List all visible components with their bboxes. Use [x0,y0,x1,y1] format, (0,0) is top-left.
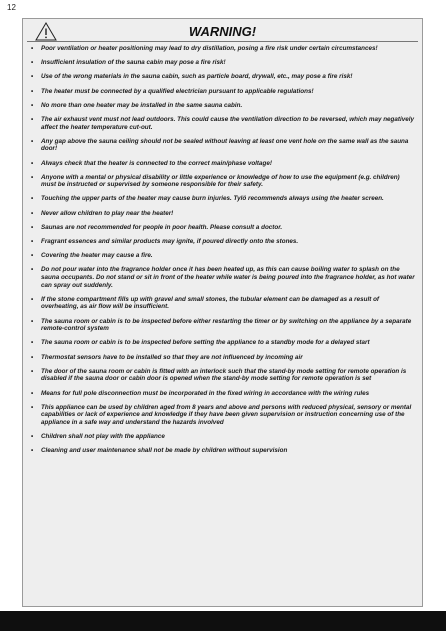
warning-item [29,368,416,383]
header-divider [27,41,418,42]
warning-item [29,59,416,67]
warning-item [29,88,416,96]
warning-item-text: If the stone compartment fills up with gravel and small stones, the tubular element can be damaged as a result of overheating, as air flow will be insufficient. [41,295,380,311]
warning-item-text: Any gap above the sauna ceiling should not be sealed without leaving at least one vent hole on the same wall as the sauna door! [41,137,409,153]
bullet-icon: • [31,403,34,411]
warning-item [29,138,416,153]
warning-item-text: Covering the heater may cause a fire. [41,252,153,260]
warning-item [29,318,416,333]
warning-item-text: The air exhaust vent must not lead outdoors. This could cause the ventilation direction to be reversed, which may negatively affect the heater temperature cut-out. [41,115,415,131]
warning-item-text: Thermostat sensors have to be installed so that they are not influenced by incoming air [41,353,303,361]
warning-item [29,102,416,110]
warning-item-text: Cleaning and user maintenance shall not be made by children without supervision [41,447,288,455]
bullet-icon: • [31,137,34,145]
warning-item-text: No more than one heater may be installed in the same sauna cabin. [41,101,243,109]
warning-item-text: Children shall not play with the appliance [41,433,165,441]
warning-item [29,224,416,232]
bullet-icon: • [31,209,34,217]
warning-item-text: Fragrant essences and similar products may ignite, if poured directly onto the stones. [41,238,299,246]
bullet-icon: • [31,73,34,81]
warning-title: WARNING! [188,24,257,39]
bullet-icon: • [31,389,34,397]
bullet-icon: • [31,195,34,203]
warning-item-text: Never allow children to play near the heater! [41,209,174,217]
warning-item [29,390,416,398]
warning-item [29,210,416,218]
footer-bar [0,611,446,631]
warning-list [29,45,416,461]
warning-item [29,447,416,455]
warning-item-text: Touching the upper parts of the heater may cause burn injuries. Tylö recommends always using the heater screen. [41,195,384,203]
warning-item-text: The sauna room or cabin is to be inspected before either restarting the timer or by switching on the appliance by a separate remote-control system [41,317,412,333]
bullet-icon: • [31,238,34,246]
bullet-icon: • [31,45,34,52]
warning-item [29,339,416,347]
warning-item-text: Anyone with a mental or physical disability or little experience or knowledge of how to use the equipment (e.g. children) must be instructed or supervised by someone responsible for their safety. [41,173,400,189]
bullet-icon: • [31,433,34,441]
bullet-icon: • [31,317,34,325]
warning-item [29,73,416,81]
warning-item-text: The door of the sauna room or cabin is fitted with an interlock such that the stand-by mode setting for remote operation is disabled if the sauna door or cabin door is opened when the stand-by mode setting for remote operation is set [41,367,407,383]
warning-item [29,160,416,168]
bullet-icon: • [31,173,34,181]
warning-panel [22,18,423,607]
bullet-icon: • [31,101,34,109]
warning-item-text: Do not pour water into the fragrance holder once it has been heated up, as this can cause boiling water to splash on the sauna occupants. Do not stand or sit in front of the heater while water is being poured into the fragrance holder, as hot water can spray out suddenly. [41,266,415,289]
warning-item [29,195,416,203]
warning-item [29,266,416,289]
warning-item [29,252,416,260]
bullet-icon: • [31,159,34,167]
warning-item [29,404,416,427]
bullet-icon: • [31,339,34,347]
page-number: 12 [7,3,16,12]
bullet-icon: • [31,367,34,375]
warning-item-text: This appliance can be used by children aged from 8 years and above and persons with reduced physical, sensory or mental capabilities or lack of experience and knowledge if they have been given supervision or instruction concerning use of the appliance in a safe way and understand the hazards involved [41,403,412,426]
bullet-icon: • [31,295,34,303]
bullet-icon: • [31,115,34,123]
bullet-icon: • [31,59,34,67]
bullet-icon: • [31,353,34,361]
warning-item-text: The heater must be connected by a qualified electrician pursuant to applicable regulations! [41,87,314,95]
warning-item-text: Poor ventilation or heater positioning may lead to dry distillation, posing a fire risk under certain circumstances! [41,45,378,52]
warning-item-text: The sauna room or cabin is to be inspected before setting the appliance to a standby mode for a delayed start [41,339,370,347]
bullet-icon: • [31,266,34,274]
warning-item-text: Always check that the heater is connected to the correct main/phase voltage! [41,159,272,167]
warning-item-text: Saunas are not recommended for people in poor health. Please consult a doctor. [41,223,283,231]
warning-item [29,354,416,362]
bullet-icon: • [31,223,34,231]
warning-item-text: Means for full pole disconnection must be incorporated in the fixed wiring in accordance with the wiring rules [41,389,370,397]
warning-item [29,433,416,441]
warning-item-text: Insufficient insulation of the sauna cabin may pose a fire risk! [41,59,226,67]
bullet-icon: • [31,87,34,95]
warning-item [29,296,416,311]
bullet-icon: • [31,447,34,455]
bullet-icon: • [31,252,34,260]
warning-item [29,238,416,246]
warning-item-text: Use of the wrong materials in the sauna cabin, such as particle board, drywall, etc., may pose a fire risk! [41,73,353,81]
warning-item [29,174,416,189]
warning-item [29,45,416,53]
warning-item [29,116,416,131]
